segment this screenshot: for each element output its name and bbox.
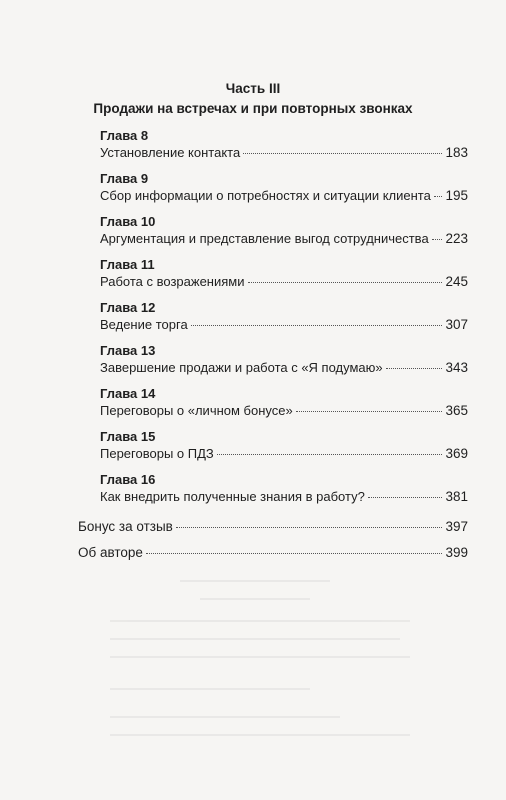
chapter-label: Глава 16 [100,472,156,487]
chapter-label: Глава 10 [100,214,156,229]
toc-chapter-13[interactable] [100,343,468,377]
toc-chapter-16[interactable] [100,472,468,506]
chapter-title: Работа с возражениями [100,274,245,289]
entry-title: Об авторе [78,545,143,560]
toc-chapter-11[interactable] [100,257,468,291]
chapter-title: Аргументация и представление выгод сотрудничества [100,231,429,246]
chapter-title: Как внедрить полученные знания в работу? [100,489,365,504]
page-number: 307 [445,317,468,332]
chapter-title: Ведение торга [100,317,188,332]
page-number: 399 [445,545,468,560]
chapter-label: Глава 12 [100,300,156,315]
page-number: 381 [445,489,468,504]
chapter-title: Установление контакта [100,145,241,160]
chapter-title: Переговоры о «личном бонусе» [100,403,293,418]
toc-chapter-10[interactable] [100,214,468,248]
toc-chapter-9[interactable] [100,171,468,205]
dot-leader [248,282,443,283]
page-number: 343 [445,360,468,375]
chapter-title: Сбор информации о потребностях и ситуации клиента [100,188,431,203]
part-title: Часть III [225,81,281,96]
toc-chapter-15[interactable] [100,429,468,463]
chapter-label: Глава 14 [100,386,156,401]
page-number: 223 [445,231,468,246]
chapter-label: Глава 15 [100,429,156,444]
page-number: 183 [445,145,468,160]
toc-entry-about-author[interactable] [78,544,468,562]
dot-leader [368,497,443,498]
page-number: 369 [445,446,468,461]
chapter-title: Переговоры о ПДЗ [100,446,214,461]
chapter-label: Глава 9 [100,171,149,186]
toc-chapter-14[interactable] [100,386,468,420]
dot-leader [191,325,443,326]
dot-leader [146,553,443,554]
dot-leader [296,411,443,412]
toc-chapter-12[interactable] [100,300,468,334]
chapter-label: Глава 8 [100,128,149,143]
page-number: 397 [445,519,468,534]
chapter-title: Завершение продажи и работа с «Я подумаю» [100,360,383,375]
toc-entry-bonus[interactable] [78,518,468,536]
chapter-label: Глава 11 [100,257,155,272]
dot-leader [243,153,442,154]
dot-leader [386,368,443,369]
dot-leader [432,239,443,240]
toc-chapter-8[interactable] [100,128,468,162]
page-number: 365 [445,403,468,418]
part-subtitle: Продажи на встречах и при повторных звонках [93,101,413,116]
entry-title: Бонус за отзыв [78,519,173,534]
page-number: 245 [445,274,468,289]
dot-leader [176,527,443,528]
dot-leader [217,454,443,455]
page-number: 195 [445,188,468,203]
chapter-label: Глава 13 [100,343,156,358]
dot-leader [434,196,443,197]
